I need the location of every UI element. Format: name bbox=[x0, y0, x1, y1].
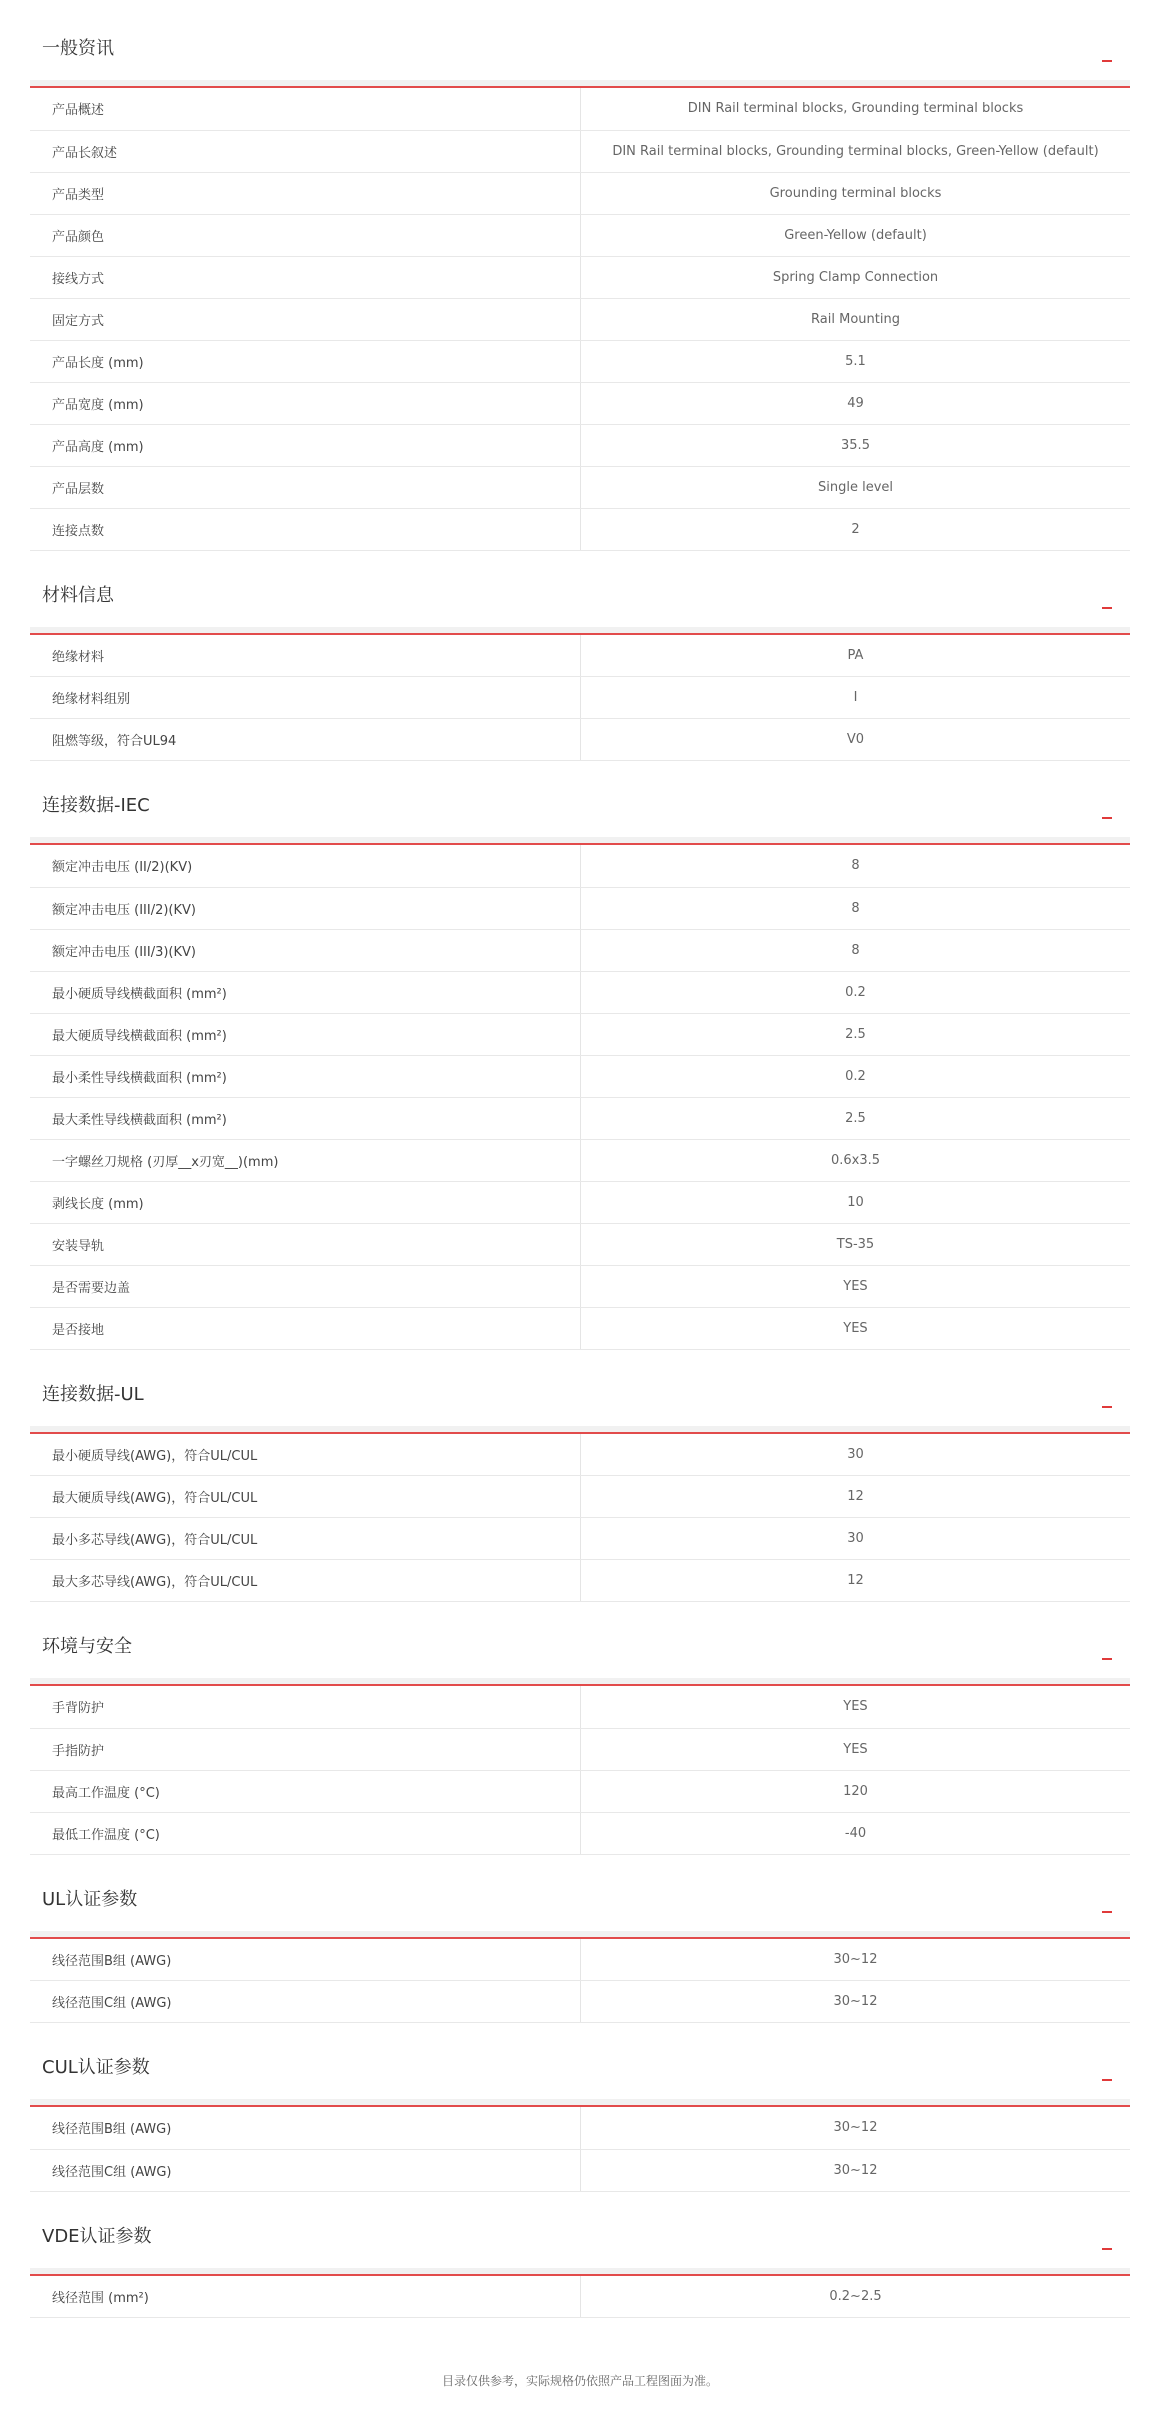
spec-label: 线径范围B组 (AWG) bbox=[30, 1939, 581, 1981]
spec-table bbox=[30, 2107, 1130, 2192]
collapse-icon[interactable] bbox=[1100, 797, 1116, 823]
spec-section bbox=[30, 573, 1130, 762]
table-row bbox=[30, 1055, 1130, 1097]
table-row bbox=[30, 1560, 1130, 1602]
spec-label: 最小柔性导线横截面积 (mm²) bbox=[30, 1055, 581, 1097]
collapse-icon[interactable] bbox=[1100, 40, 1116, 66]
spec-label: 绝缘材料 bbox=[30, 635, 581, 677]
spec-value: 30 bbox=[581, 1434, 1131, 1476]
spec-label: 安装导轨 bbox=[30, 1223, 581, 1265]
spec-section bbox=[30, 2214, 1130, 2319]
footer-note: 目录仅供参考，实际规格仍依照产品工程图面为准。 bbox=[441, 2374, 718, 2388]
table-row bbox=[30, 1434, 1130, 1476]
table-row bbox=[30, 677, 1130, 719]
spec-label: 手背防护 bbox=[30, 1686, 581, 1728]
spec-table bbox=[30, 88, 1130, 551]
spec-label: 剥线长度 (mm) bbox=[30, 1181, 581, 1223]
spec-value: 8 bbox=[581, 887, 1131, 929]
spec-label: 最大硬质导线横截面积 (mm²) bbox=[30, 1013, 581, 1055]
table-row bbox=[30, 1812, 1130, 1854]
table-row bbox=[30, 382, 1130, 424]
spec-table bbox=[30, 1686, 1130, 1855]
section-header bbox=[30, 1624, 1130, 1678]
spec-value: V0 bbox=[581, 719, 1131, 761]
section-divider bbox=[30, 2268, 1130, 2276]
section-title: 连接数据-UL bbox=[42, 1383, 144, 1405]
table-row bbox=[30, 1518, 1130, 1560]
spec-value: Rail Mounting bbox=[581, 298, 1131, 340]
spec-label: 固定方式 bbox=[30, 298, 581, 340]
spec-value: Spring Clamp Connection bbox=[581, 256, 1131, 298]
spec-label: 接线方式 bbox=[30, 256, 581, 298]
spec-value: Green-Yellow (default) bbox=[581, 214, 1131, 256]
spec-value: YES bbox=[581, 1686, 1131, 1728]
spec-label: 是否需要边盖 bbox=[30, 1265, 581, 1307]
spec-value: 35.5 bbox=[581, 424, 1131, 466]
spec-label: 最大多芯导线(AWG)，符合UL/CUL bbox=[30, 1560, 581, 1602]
section-spacer bbox=[0, 1855, 1160, 1877]
spec-value: PA bbox=[581, 635, 1131, 677]
spec-label: 额定冲击电压 (II/2)(KV) bbox=[30, 845, 581, 887]
section-title: VDE认证参数 bbox=[42, 2225, 152, 2247]
section-header bbox=[30, 573, 1130, 627]
table-row bbox=[30, 845, 1130, 887]
spec-value: 0.2 bbox=[581, 971, 1131, 1013]
spec-label: 绝缘材料组别 bbox=[30, 677, 581, 719]
spec-value: 2 bbox=[581, 508, 1131, 550]
section-spacer bbox=[0, 1350, 1160, 1372]
spec-label: 产品颜色 bbox=[30, 214, 581, 256]
table-row bbox=[30, 424, 1130, 466]
spec-label: 额定冲击电压 (III/3)(KV) bbox=[30, 929, 581, 971]
section-header bbox=[30, 1877, 1130, 1931]
spec-label: 产品类型 bbox=[30, 172, 581, 214]
spec-value: YES bbox=[581, 1265, 1131, 1307]
section-header bbox=[30, 1372, 1130, 1426]
spec-label: 线径范围B组 (AWG) bbox=[30, 2107, 581, 2149]
spec-label: 额定冲击电压 (III/2)(KV) bbox=[30, 887, 581, 929]
table-row bbox=[30, 1307, 1130, 1349]
spec-value: 12 bbox=[581, 1560, 1131, 1602]
section-divider bbox=[30, 1426, 1130, 1434]
table-row bbox=[30, 256, 1130, 298]
spec-section bbox=[30, 1372, 1130, 1603]
spec-value: 30~12 bbox=[581, 2107, 1131, 2149]
spec-value: 0.2~2.5 bbox=[581, 2276, 1131, 2318]
spec-label: 线径范围 (mm²) bbox=[30, 2276, 581, 2318]
spec-section bbox=[30, 1877, 1130, 2024]
table-row bbox=[30, 214, 1130, 256]
section-header bbox=[30, 783, 1130, 837]
spec-section bbox=[30, 1624, 1130, 1855]
spec-value: I bbox=[581, 677, 1131, 719]
section-title: 连接数据-IEC bbox=[42, 795, 150, 816]
spec-value: 30~12 bbox=[581, 2149, 1131, 2191]
section-divider bbox=[30, 1678, 1130, 1686]
spec-value: 2.5 bbox=[581, 1013, 1131, 1055]
spec-label: 线径范围C组 (AWG) bbox=[30, 2149, 581, 2191]
spec-label: 产品长叙述 bbox=[30, 130, 581, 172]
spec-label: 最小多芯导线(AWG)，符合UL/CUL bbox=[30, 1518, 581, 1560]
spec-table bbox=[30, 845, 1130, 1350]
table-row bbox=[30, 1939, 1130, 1981]
spec-value: 49 bbox=[581, 382, 1131, 424]
spec-label: 线径范围C组 (AWG) bbox=[30, 1981, 581, 2023]
section-title: CUL认证参数 bbox=[42, 2057, 150, 2078]
spec-value: 30~12 bbox=[581, 1981, 1131, 2023]
spec-value: 120 bbox=[581, 1770, 1131, 1812]
spec-value: 30 bbox=[581, 1518, 1131, 1560]
spec-value: 8 bbox=[581, 845, 1131, 887]
table-row bbox=[30, 971, 1130, 1013]
spec-label: 阻燃等级，符合UL94 bbox=[30, 719, 581, 761]
spec-label: 最低工作温度 (°C) bbox=[30, 1812, 581, 1854]
table-row bbox=[30, 1265, 1130, 1307]
table-row bbox=[30, 1476, 1130, 1518]
table-row bbox=[30, 172, 1130, 214]
section-divider bbox=[30, 627, 1130, 635]
section-title: 一般资讯 bbox=[42, 38, 114, 59]
collapse-icon[interactable] bbox=[1100, 587, 1116, 613]
spec-value: DIN Rail terminal blocks, Grounding terminal blocks bbox=[581, 88, 1131, 130]
spec-section bbox=[30, 26, 1130, 551]
spec-label: 产品长度 (mm) bbox=[30, 340, 581, 382]
table-row bbox=[30, 508, 1130, 550]
spec-value: 5.1 bbox=[581, 340, 1131, 382]
table-row bbox=[30, 1181, 1130, 1223]
spec-value: 12 bbox=[581, 1476, 1131, 1518]
spec-label: 最大柔性导线横截面积 (mm²) bbox=[30, 1097, 581, 1139]
table-row bbox=[30, 466, 1130, 508]
section-divider bbox=[30, 80, 1130, 88]
spec-value: YES bbox=[581, 1307, 1131, 1349]
spec-value: 8 bbox=[581, 929, 1131, 971]
table-row bbox=[30, 1728, 1130, 1770]
section-spacer bbox=[0, 2023, 1160, 2045]
spec-label: 最高工作温度 (°C) bbox=[30, 1770, 581, 1812]
spec-table bbox=[30, 1434, 1130, 1603]
spec-table bbox=[30, 635, 1130, 762]
spec-table bbox=[30, 1939, 1130, 2024]
table-row bbox=[30, 1223, 1130, 1265]
section-divider bbox=[30, 1931, 1130, 1939]
section-header bbox=[30, 2214, 1130, 2268]
table-row bbox=[30, 2276, 1130, 2318]
spec-label: 一字螺丝刀规格 (刃厚__x刃宽__)(mm) bbox=[30, 1139, 581, 1181]
spec-value: -40 bbox=[581, 1812, 1131, 1854]
spec-label: 最小硬质导线(AWG)，符合UL/CUL bbox=[30, 1434, 581, 1476]
spec-value: TS-35 bbox=[581, 1223, 1131, 1265]
table-row bbox=[30, 2149, 1130, 2191]
table-row bbox=[30, 2107, 1130, 2149]
spec-value: Grounding terminal blocks bbox=[581, 172, 1131, 214]
table-row bbox=[30, 719, 1130, 761]
collapse-icon[interactable] bbox=[1100, 2228, 1116, 2254]
table-row bbox=[30, 929, 1130, 971]
section-title: 材料信息 bbox=[42, 584, 114, 606]
section-header bbox=[30, 26, 1130, 80]
spec-label: 最大硬质导线(AWG)，符合UL/CUL bbox=[30, 1476, 581, 1518]
section-spacer bbox=[0, 551, 1160, 573]
spec-section bbox=[30, 2045, 1130, 2192]
section-title: 环境与安全 bbox=[42, 1636, 132, 1657]
spec-label: 产品宽度 (mm) bbox=[30, 382, 581, 424]
spec-value: Single level bbox=[581, 466, 1131, 508]
spec-label: 最小硬质导线横截面积 (mm²) bbox=[30, 971, 581, 1013]
spec-table bbox=[30, 2276, 1130, 2319]
section-title: UL认证参数 bbox=[42, 1888, 138, 1910]
spec-label: 是否接地 bbox=[30, 1307, 581, 1349]
collapse-icon[interactable] bbox=[1100, 1386, 1116, 1412]
spec-label: 连接点数 bbox=[30, 508, 581, 550]
table-row bbox=[30, 130, 1130, 172]
collapse-icon[interactable] bbox=[1100, 1638, 1116, 1664]
section-divider bbox=[30, 837, 1130, 845]
section-spacer bbox=[0, 2318, 1160, 2340]
section-spacer bbox=[0, 2192, 1160, 2214]
spec-value: 0.6x3.5 bbox=[581, 1139, 1131, 1181]
table-row bbox=[30, 1097, 1130, 1139]
section-spacer bbox=[0, 761, 1160, 783]
spec-label: 产品概述 bbox=[30, 88, 581, 130]
table-row bbox=[30, 340, 1130, 382]
table-row bbox=[30, 887, 1130, 929]
spec-value: 2.5 bbox=[581, 1097, 1131, 1139]
table-row bbox=[30, 88, 1130, 130]
spec-section bbox=[30, 783, 1130, 1350]
table-row bbox=[30, 1139, 1130, 1181]
table-row bbox=[30, 1013, 1130, 1055]
spec-label: 产品高度 (mm) bbox=[30, 424, 581, 466]
table-row bbox=[30, 1981, 1130, 2023]
spec-label: 手指防护 bbox=[30, 1728, 581, 1770]
spec-value: YES bbox=[581, 1728, 1131, 1770]
table-row bbox=[30, 635, 1130, 677]
table-row bbox=[30, 1770, 1130, 1812]
spec-value: 0.2 bbox=[581, 1055, 1131, 1097]
section-header bbox=[30, 2045, 1130, 2099]
collapse-icon[interactable] bbox=[1100, 2059, 1116, 2085]
section-spacer bbox=[0, 1602, 1160, 1624]
spec-label: 产品层数 bbox=[30, 466, 581, 508]
spec-value: 30~12 bbox=[581, 1939, 1131, 1981]
spec-value: DIN Rail terminal blocks, Grounding terminal blocks, Green-Yellow (default) bbox=[581, 130, 1131, 172]
spec-value: 10 bbox=[581, 1181, 1131, 1223]
section-divider bbox=[30, 2099, 1130, 2107]
table-row bbox=[30, 298, 1130, 340]
table-row bbox=[30, 1686, 1130, 1728]
collapse-icon[interactable] bbox=[1100, 1891, 1116, 1917]
